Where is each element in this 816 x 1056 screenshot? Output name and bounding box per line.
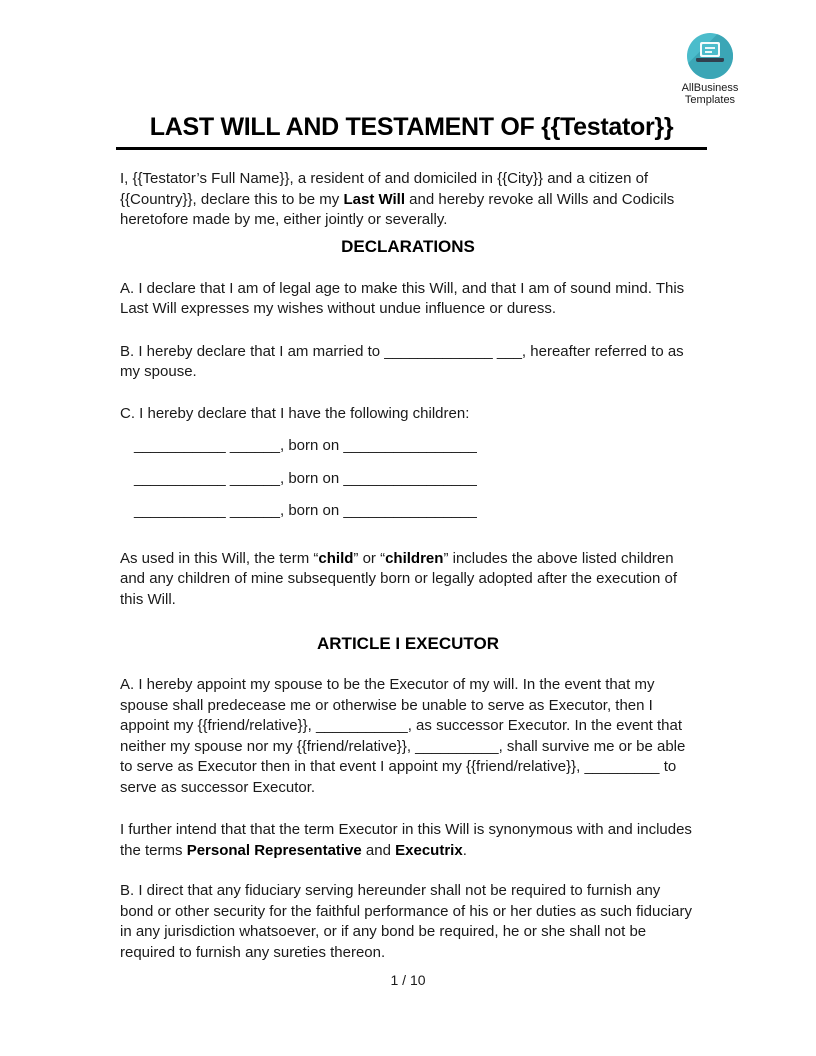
laptop-screen-inner-shape xyxy=(702,44,718,55)
article1-item-b: B. I direct that any fiduciary serving hereunder shall not be required to furnish any bond or other security for the faithful performance of his or her duties as such fiduciary in any jurisdiction whatsoever, or if any bond be required, he or she shall not be required to furnish any sureties thereon. xyxy=(120,882,692,961)
further-bold-personal-representative: Personal Representative xyxy=(186,841,362,859)
logo-brand-line2: Templates xyxy=(684,94,736,106)
child-definition-paragraph xyxy=(120,549,696,611)
article1-item-a: A. I hereby appoint my spouse to be the Executor of my will. In the event that my spouse shall predecease me or otherwise be unable to serve as Executor, then I appoint my {{friend/relative}}, ___________, as successor Executor. In the event that neither my spouse nor my {{friend/relative}}, __________, shall survive me or be able to serve as Executor then in that event I appoint my {{friend/relative}}, _________ to serve as successor Executor. xyxy=(120,676,686,796)
executor-terms-paragraph xyxy=(120,820,696,861)
intro-text-post: and hereby revoke all Wills and Codicils heretofore made by me, either jointly or severally. xyxy=(120,190,675,228)
declaration-item-a: A. I declare that I am of legal age to make this Will, and that I am of sound mind. This Last Will expresses my wishes without undue influence or duress. xyxy=(120,279,685,317)
laptop-screen-line xyxy=(705,47,715,49)
intro-text-pre: I, {{Testator’s Full Name}}, a resident of and domiciled in {{City}} and a citizen of {{Country}}, declare this to be my xyxy=(120,170,649,208)
declaration-item-b: B. I hereby declare that I am married to _____________ ___, hereafter referred to as my spouse. xyxy=(120,342,684,380)
as-used-text-post: ” includes the above listed children and any children of mine subsequently born or legally adopted after the execution of this Will. xyxy=(120,549,678,608)
further-text-pre: I further intend that that the term Executor in this Will is synonymous with and includes the terms xyxy=(120,821,692,859)
declarations-heading: DECLARATIONS xyxy=(341,236,475,256)
further-text-post: . xyxy=(462,841,467,859)
as-used-bold-children: children xyxy=(385,549,444,567)
page-number-indicator: 1 / 10 xyxy=(390,972,426,988)
as-used-bold-child: child xyxy=(318,549,354,567)
logo-brand-line1: AllBusiness xyxy=(681,82,739,94)
further-bold-executrix: Executrix xyxy=(395,841,463,859)
child-blank-line-1: ___________ ______, born on ________________ xyxy=(134,437,477,454)
laptop-screen-shape xyxy=(700,42,720,57)
further-text-mid: and xyxy=(361,841,396,859)
child-blank-line-2: ___________ ______, born on ________________ xyxy=(134,469,477,487)
child-blank-line-3: ___________ ______, born on ________________ xyxy=(134,502,477,519)
article1-heading: ARTICLE I EXECUTOR xyxy=(317,634,499,653)
intro-bold-last-will: Last Will xyxy=(343,190,406,208)
as-used-text-pre: As used in this Will, the term “ xyxy=(120,549,319,567)
declaration-item-c: C. I hereby declare that I have the following children: xyxy=(120,404,470,422)
page-title: LAST WILL AND TESTAMENT OF {{Testator}} xyxy=(116,112,707,150)
intro-paragraph xyxy=(120,169,696,231)
document-body xyxy=(120,0,696,963)
laptop-screen-line xyxy=(705,51,712,53)
laptop-base-shape xyxy=(696,58,724,62)
as-used-text-mid: ” or “ xyxy=(353,549,386,567)
